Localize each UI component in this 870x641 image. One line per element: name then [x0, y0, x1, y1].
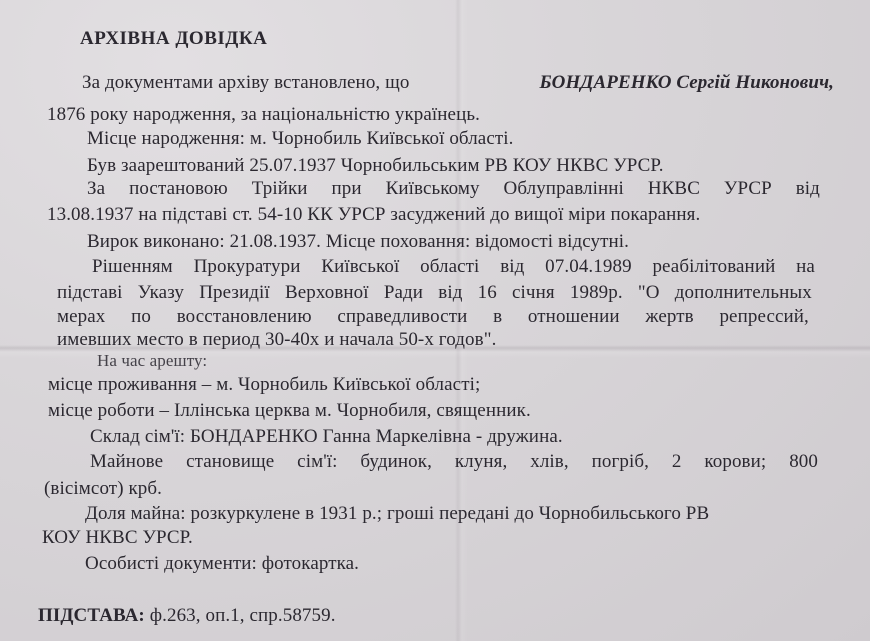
- word: становище: [186, 451, 275, 472]
- word: області: [420, 256, 480, 277]
- word: репрессий,: [719, 306, 809, 327]
- word: сім'ї:: [297, 451, 338, 472]
- property-line2: (вісімсот) крб.: [44, 478, 163, 499]
- word: Майнове: [90, 451, 164, 472]
- word: корови;: [704, 451, 767, 472]
- rehabilitation-line1: [92, 256, 815, 278]
- word: на: [796, 256, 815, 277]
- property-share-line1: Доля майна: розкуркулене в 1931 р.; гроші передані до Чорнобильського РВ: [85, 503, 710, 524]
- troika-line2: 13.08.1937 на підставі ст. 54-10 КК УРСР засуджений до вищої міри покарання.: [47, 204, 701, 225]
- word: Київському: [385, 178, 480, 199]
- word: від: [438, 282, 463, 303]
- word: в: [493, 306, 503, 327]
- word: січня: [512, 282, 555, 303]
- family-line: Склад сім'ї: БОНДАРЕНКО Ганна Маркелівна - дружина.: [90, 426, 563, 447]
- residence-line: місце проживання – м. Чорнобиль Київської області;: [48, 374, 481, 395]
- word: 800: [789, 451, 818, 472]
- workplace-line: місце роботи – Іллінська церква м. Чорнобиля, священник.: [48, 400, 531, 421]
- word: постановою: [129, 178, 228, 199]
- property-share-line2: КОУ НКВС УРСР.: [42, 527, 193, 548]
- word: підставі: [57, 282, 123, 303]
- word: восстановлению: [176, 306, 312, 327]
- word: Прокуратури: [193, 256, 301, 277]
- word: мерах: [57, 306, 106, 327]
- rehabilitation-line2: [57, 282, 812, 304]
- word: НКВС: [647, 178, 700, 199]
- word: реабілітований: [652, 256, 776, 277]
- arrest-line: Був заарештований 25.07.1937 Чорнобильським РВ КОУ НКВС УРСР.: [87, 155, 664, 176]
- person-name: БОНДАРЕНКО Сергій Никонович,: [539, 72, 834, 93]
- document-title: АРХІВНА ДОВІДКА: [80, 28, 268, 49]
- word: 2: [671, 451, 682, 472]
- word: будинок,: [360, 451, 432, 472]
- identity-intro-text: За документами архіву встановлено, що: [82, 72, 410, 93]
- word: Президії: [199, 282, 270, 303]
- birthplace-line: Місце народження: м. Чорнобиль Київської області.: [87, 128, 514, 149]
- word: Київської: [321, 256, 400, 277]
- word: по: [131, 306, 151, 327]
- word: Указу: [137, 282, 185, 303]
- personal-documents-line: Особисті документи: фотокартка.: [85, 553, 360, 574]
- word: жертв: [645, 306, 694, 327]
- word: справедливости: [337, 306, 468, 327]
- word: Рішенням: [92, 256, 173, 277]
- rehabilitation-line3: [57, 306, 809, 328]
- word: За: [87, 178, 106, 199]
- at-arrest-heading: На час арешту:: [97, 351, 208, 370]
- word: "О: [637, 282, 660, 303]
- basis-line: [38, 605, 336, 627]
- word: 07.04.1989: [545, 256, 632, 277]
- rehabilitation-line4: имевших место в период 30-40х и начала 50-х годов".: [57, 329, 497, 350]
- paragraph-identity-line2: 1876 року народження, за національністю українець.: [47, 104, 480, 125]
- word: Ради: [383, 282, 424, 303]
- word: погріб,: [591, 451, 649, 472]
- word: від: [795, 178, 820, 199]
- basis-value: ф.263, оп.1, спр.58759.: [149, 605, 336, 626]
- word: 1989р.: [569, 282, 623, 303]
- execution-line: Вирок виконано: 21.08.1937. Місце поховання: відомості відсутні.: [87, 231, 630, 252]
- word: при: [331, 178, 362, 199]
- troika-line1: [87, 178, 820, 200]
- word: від: [500, 256, 525, 277]
- word: дополнительных: [674, 282, 812, 303]
- paragraph-identity-line1: [82, 72, 834, 94]
- basis-label: ПІДСТАВА:: [38, 605, 145, 626]
- word: Трійки: [251, 178, 308, 199]
- word: Верховної: [284, 282, 369, 303]
- property-line1: [90, 451, 818, 473]
- word: 16: [477, 282, 497, 303]
- word: хлів,: [530, 451, 569, 472]
- word: Облуправлінні: [503, 178, 624, 199]
- word: отношении: [527, 306, 620, 327]
- word: УРСР: [723, 178, 772, 199]
- word: клуня,: [454, 451, 508, 472]
